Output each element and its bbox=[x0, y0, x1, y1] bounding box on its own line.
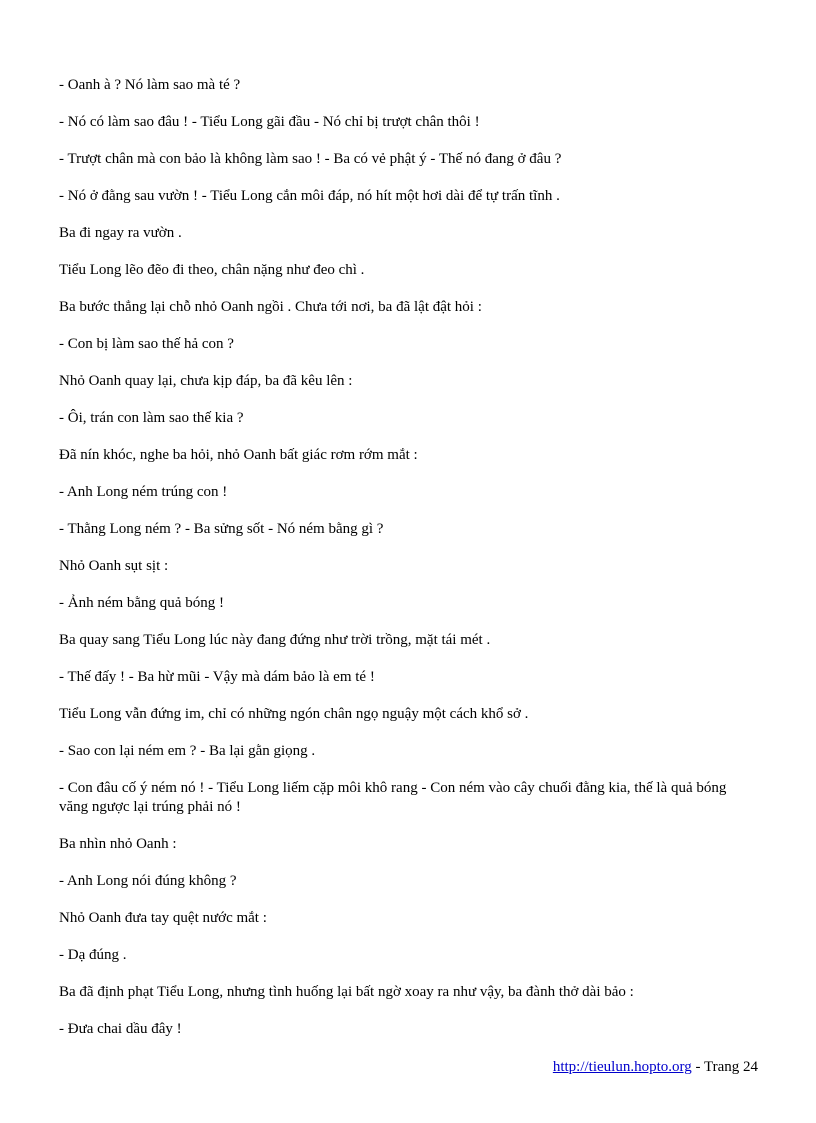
paragraph: - Nó có làm sao đâu ! - Tiểu Long gãi đầu - Nó chỉ bị trượt chân thôi ! bbox=[59, 114, 480, 130]
paragraph: Tiểu Long vẫn đứng im, chỉ có những ngón chân ngọ nguậy một cách khổ sở . bbox=[59, 706, 529, 722]
story-text bbox=[59, 76, 759, 1057]
paragraph: - Anh Long nói đúng không ? bbox=[59, 873, 237, 889]
paragraph: - Ảnh ném bằng quả bóng ! bbox=[59, 595, 224, 611]
paragraph: - Trượt chân mà con bảo là không làm sao ! - Ba có vẻ phật ý - Thế nó đang ở đâu ? bbox=[59, 151, 562, 167]
paragraph: - Oanh à ? Nó làm sao mà té ? bbox=[59, 77, 241, 93]
paragraph: Ba đi ngay ra vườn . bbox=[59, 225, 182, 241]
paragraph: - Anh Long ném trúng con ! bbox=[59, 484, 228, 500]
paragraph: Ba đã định phạt Tiểu Long, nhưng tình huống lại bất ngờ xoay ra như vậy, ba đành thở dài bảo : bbox=[59, 984, 634, 1000]
paragraph: - Sao con lại ném em ? - Ba lại gằn giọng . bbox=[59, 743, 316, 759]
paragraph: Nhỏ Oanh quay lại, chưa kịp đáp, ba đã kêu lên : bbox=[59, 373, 353, 389]
paragraph: - Con bị làm sao thế hả con ? bbox=[59, 336, 234, 352]
paragraph: - Thằng Long ném ? - Ba sửng sốt - Nó ném bằng gì ? bbox=[59, 521, 384, 537]
paragraph: Ba quay sang Tiểu Long lúc này đang đứng như trời trồng, mặt tái mét . bbox=[59, 632, 491, 648]
paragraph: Ba nhìn nhỏ Oanh : bbox=[59, 836, 177, 852]
paragraph: Đã nín khóc, nghe ba hỏi, nhỏ Oanh bất giác rơm rớm mắt : bbox=[59, 447, 418, 463]
paragraph: Nhỏ Oanh đưa tay quệt nước mắt : bbox=[59, 910, 267, 926]
paragraph: - Ôi, trán con làm sao thế kia ? bbox=[59, 410, 244, 426]
paragraph: - Thế đấy ! - Ba hừ mũi - Vậy mà dám bảo là em té ! bbox=[59, 669, 375, 685]
paragraph: - Nó ở đằng sau vườn ! - Tiểu Long cắn môi đáp, nó hít một hơi dài để tự trấn tĩnh . bbox=[59, 188, 560, 204]
paragraph: Ba bước thẳng lại chỗ nhỏ Oanh ngồi . Chưa tới nơi, ba đã lật đật hỏi : bbox=[59, 299, 482, 315]
paragraph: - Dạ đúng . bbox=[59, 947, 127, 963]
page-footer bbox=[553, 1058, 758, 1077]
paragraph: Tiểu Long lẽo đẽo đi theo, chân nặng như đeo chì . bbox=[59, 262, 365, 278]
page-number: - Trang 24 bbox=[691, 1059, 758, 1075]
site-link[interactable]: http://tieulun.hopto.org bbox=[552, 1059, 692, 1075]
paragraph: - Con đâu cố ý ném nó ! - Tiểu Long liếm cặp môi khô rang - Con ném vào cây chuối đằng kia, thế là quả bóng văng ngược lại trúng phải nó ! bbox=[59, 780, 727, 815]
paragraph: Nhỏ Oanh sụt sịt : bbox=[59, 558, 169, 574]
paragraph: - Đưa chai dầu đây ! bbox=[59, 1021, 182, 1037]
